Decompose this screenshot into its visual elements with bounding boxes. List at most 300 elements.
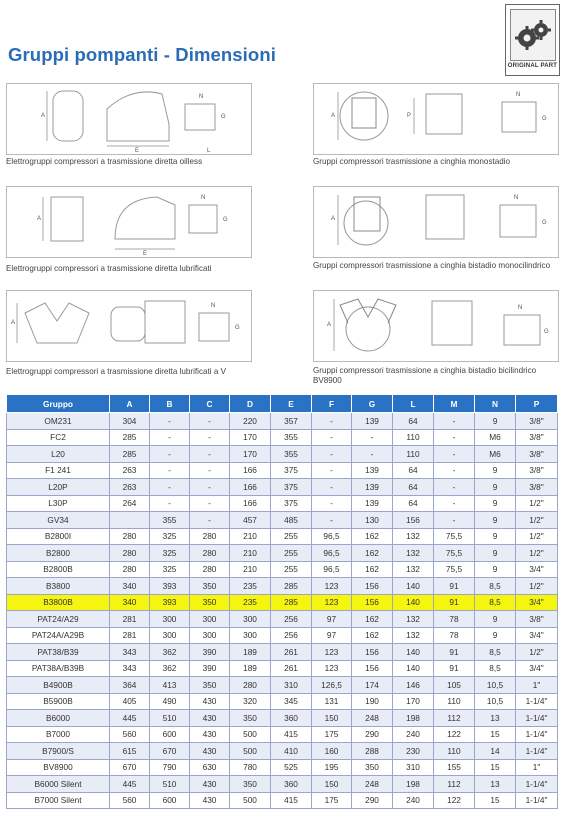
svg-text:G: G <box>544 329 549 335</box>
table-cell: - <box>190 413 230 430</box>
figure-caption: Elettrogruppi compressori a trasmissione diretta lubrificati <box>6 264 212 273</box>
table-cell: 285 <box>110 446 150 463</box>
table-cell: 162 <box>352 528 393 545</box>
table-cell-gruppo: L20 <box>7 446 110 463</box>
table-cell: 131 <box>312 693 352 710</box>
table-cell: 170 <box>230 429 271 446</box>
table-row <box>7 512 558 529</box>
table-cell: 510 <box>150 710 190 727</box>
table-cell: 281 <box>110 627 150 644</box>
table-cell: 600 <box>150 726 190 743</box>
table-cell: - <box>312 512 352 529</box>
figure-caption: Elettrogruppi compressori a trasmissione diretta oilless <box>6 157 203 166</box>
table-cell: 300 <box>150 627 190 644</box>
table-cell: 430 <box>190 710 230 727</box>
table-row <box>7 710 558 727</box>
table-cell: 780 <box>230 759 271 776</box>
svg-text:N: N <box>211 303 216 309</box>
table-row <box>7 446 558 463</box>
svg-text:G: G <box>542 220 547 226</box>
table-cell: - <box>150 446 190 463</box>
table-row <box>7 545 558 562</box>
figure-caption: Gruppi compressori trasmissione a cinghia bistadio monocilindrico <box>313 261 551 270</box>
table-cell: 175 <box>312 726 352 743</box>
table-cell: 1-1/4" <box>516 776 558 793</box>
table-cell: 355 <box>150 512 190 529</box>
table-cell: 490 <box>150 693 190 710</box>
table-cell: - <box>434 512 475 529</box>
table-cell: 310 <box>393 759 434 776</box>
table-cell: 230 <box>393 743 434 760</box>
table-cell: 248 <box>352 710 393 727</box>
table-cell: - <box>434 462 475 479</box>
svg-text:E: E <box>143 251 148 257</box>
table-cell: 8,5 <box>475 644 516 661</box>
table-cell: 75,5 <box>434 528 475 545</box>
table-cell: 343 <box>110 660 150 677</box>
table-cell: 285 <box>271 594 312 611</box>
table-cell: 310 <box>271 677 312 694</box>
table-cell: 393 <box>150 594 190 611</box>
table-cell: 132 <box>393 611 434 628</box>
badge-label: ORIGINAL PART <box>507 63 558 69</box>
table-cell: 15 <box>475 792 516 809</box>
table-cell: 170 <box>230 446 271 463</box>
table-cell: 281 <box>110 611 150 628</box>
table-cell: 357 <box>271 413 312 430</box>
table-cell: 430 <box>190 726 230 743</box>
table-cell: 150 <box>312 710 352 727</box>
table-cell: 415 <box>271 726 312 743</box>
table-cell: 126,5 <box>312 677 352 694</box>
table-cell: 600 <box>150 792 190 809</box>
table-cell: 430 <box>190 693 230 710</box>
table-cell: 362 <box>150 644 190 661</box>
table-cell: 340 <box>110 594 150 611</box>
table-cell: 146 <box>393 677 434 694</box>
table-cell-gruppo: B7000 Silent <box>7 792 110 809</box>
table-cell: 140 <box>393 660 434 677</box>
table-cell: - <box>352 446 393 463</box>
table-cell: 500 <box>230 743 271 760</box>
table-cell: 122 <box>434 726 475 743</box>
table-cell: 160 <box>312 743 352 760</box>
table-cell: - <box>312 495 352 512</box>
table-cell: - <box>434 495 475 512</box>
svg-text:A: A <box>37 216 42 222</box>
table-row <box>7 528 558 545</box>
table-cell: 300 <box>190 627 230 644</box>
table-cell: 300 <box>230 611 271 628</box>
table-cell: 132 <box>393 561 434 578</box>
table-cell: 304 <box>110 413 150 430</box>
table-cell: 390 <box>190 660 230 677</box>
table-cell: 9 <box>475 413 516 430</box>
table-cell: 140 <box>393 594 434 611</box>
table-cell: 3/8" <box>516 462 558 479</box>
table-cell: 9 <box>475 479 516 496</box>
table-cell: 156 <box>352 660 393 677</box>
table-cell-gruppo: B7900/S <box>7 743 110 760</box>
table-cell: 14 <box>475 743 516 760</box>
table-cell: 240 <box>393 726 434 743</box>
table-cell: 360 <box>271 710 312 727</box>
table-cell: 256 <box>271 611 312 628</box>
table-cell: 280 <box>110 545 150 562</box>
table-cell: - <box>312 429 352 446</box>
table-cell: 3/8" <box>516 413 558 430</box>
svg-text:N: N <box>514 195 519 201</box>
table-cell: 132 <box>393 545 434 562</box>
column-header: B <box>150 395 190 413</box>
table-cell: 261 <box>271 660 312 677</box>
table-cell: 375 <box>271 479 312 496</box>
table-cell: 195 <box>312 759 352 776</box>
table-row <box>7 627 558 644</box>
table-cell: 130 <box>352 512 393 529</box>
table-cell: 615 <box>110 743 150 760</box>
table-cell: 280 <box>230 677 271 694</box>
column-header: M <box>434 395 475 413</box>
table-row <box>7 677 558 694</box>
table-cell: 300 <box>190 611 230 628</box>
table-cell: 150 <box>312 776 352 793</box>
table-row <box>7 578 558 595</box>
table-cell: 285 <box>110 429 150 446</box>
svg-text:A: A <box>331 216 336 222</box>
table-row <box>7 776 558 793</box>
table-cell: 64 <box>393 462 434 479</box>
table-cell: 8,5 <box>475 578 516 595</box>
table-cell: 140 <box>393 578 434 595</box>
table-cell: 78 <box>434 611 475 628</box>
figure-panel-belt-single-stage <box>313 83 559 155</box>
table-cell: 91 <box>434 660 475 677</box>
table-cell: 110 <box>393 446 434 463</box>
table-cell: 445 <box>110 776 150 793</box>
table-cell: 9 <box>475 528 516 545</box>
table-cell: 500 <box>230 726 271 743</box>
table-row <box>7 644 558 661</box>
table-cell: 285 <box>271 578 312 595</box>
table-cell: 156 <box>352 644 393 661</box>
table-cell: 670 <box>110 759 150 776</box>
table-cell: 9 <box>475 512 516 529</box>
table-cell: - <box>190 512 230 529</box>
table-cell: 78 <box>434 627 475 644</box>
table-row <box>7 693 558 710</box>
original-part-badge <box>505 4 560 76</box>
table-cell: 15 <box>475 759 516 776</box>
table-cell: 1/2" <box>516 512 558 529</box>
table-row <box>7 462 558 479</box>
table-cell: 350 <box>230 776 271 793</box>
table-cell: 485 <box>271 512 312 529</box>
table-cell: 9 <box>475 495 516 512</box>
table-row <box>7 479 558 496</box>
column-header: P <box>516 395 558 413</box>
column-header: C <box>190 395 230 413</box>
table-cell: 9 <box>475 561 516 578</box>
figure-caption: Elettrogruppi compressori a trasmissione diretta lubrificati a V <box>6 367 226 376</box>
table-cell: 123 <box>312 578 352 595</box>
table-cell: 670 <box>150 743 190 760</box>
table-cell <box>110 512 150 529</box>
table-cell: 280 <box>190 528 230 545</box>
svg-text:L: L <box>207 148 211 154</box>
svg-text:G: G <box>235 325 240 331</box>
table-cell: 415 <box>271 792 312 809</box>
table-cell: 105 <box>434 677 475 694</box>
figure-panel-direct-lubricated-v <box>6 290 252 362</box>
table-cell-gruppo: OM231 <box>7 413 110 430</box>
table-row <box>7 495 558 512</box>
column-header: L <box>393 395 434 413</box>
oilless-diagram <box>7 84 251 154</box>
table-cell-gruppo: PAT24A/A29B <box>7 627 110 644</box>
table-cell: 790 <box>150 759 190 776</box>
table-cell: 350 <box>190 578 230 595</box>
table-cell: 96,5 <box>312 528 352 545</box>
table-cell: 525 <box>271 759 312 776</box>
table-cell: 355 <box>271 429 312 446</box>
figure-panel-belt-two-stage-bicyl <box>313 290 559 362</box>
table-cell-gruppo: B2800 <box>7 545 110 562</box>
table-cell: 3/8" <box>516 429 558 446</box>
table-cell: 210 <box>230 545 271 562</box>
table-cell: 413 <box>150 677 190 694</box>
table-cell: - <box>312 446 352 463</box>
table-cell: 3/4" <box>516 561 558 578</box>
table-cell: 162 <box>352 545 393 562</box>
table-cell: 8,5 <box>475 660 516 677</box>
table-cell: 3/8" <box>516 479 558 496</box>
table-cell: - <box>190 495 230 512</box>
table-cell: 122 <box>434 792 475 809</box>
table-cell: 110 <box>434 743 475 760</box>
belt-single-stage-diagram <box>314 84 558 154</box>
table-cell: 156 <box>352 594 393 611</box>
table-row <box>7 743 558 760</box>
table-cell: 510 <box>150 776 190 793</box>
table-cell: 280 <box>190 545 230 562</box>
table-cell: 220 <box>230 413 271 430</box>
table-cell: 360 <box>271 776 312 793</box>
table-cell: 300 <box>230 627 271 644</box>
table-cell: - <box>352 429 393 446</box>
table-cell: 166 <box>230 462 271 479</box>
table-cell: 162 <box>352 561 393 578</box>
table-cell: 97 <box>312 627 352 644</box>
table-cell: 175 <box>312 792 352 809</box>
figure-panel-oilless <box>6 83 252 155</box>
table-cell: 75,5 <box>434 561 475 578</box>
table-cell: 1/2" <box>516 578 558 595</box>
table-cell-gruppo: B3800B <box>7 594 110 611</box>
table-cell: - <box>190 479 230 496</box>
table-cell: 91 <box>434 644 475 661</box>
table-cell: 91 <box>434 594 475 611</box>
table-cell: 140 <box>393 644 434 661</box>
table-cell: - <box>434 413 475 430</box>
table-cell: M6 <box>475 429 516 446</box>
table-cell: 1/2" <box>516 545 558 562</box>
table-cell: 132 <box>393 528 434 545</box>
table-cell: 156 <box>352 578 393 595</box>
table-cell-gruppo: BV8900 <box>7 759 110 776</box>
table-cell: 256 <box>271 627 312 644</box>
column-header: A <box>110 395 150 413</box>
table-cell: 3/8" <box>516 611 558 628</box>
table-cell: 162 <box>352 611 393 628</box>
table-cell: - <box>312 462 352 479</box>
table-cell: 3/4" <box>516 627 558 644</box>
figure-caption: Gruppi compressori trasmissione a cinghia bistadio bicilindrico BV8900 <box>313 366 537 385</box>
table-cell: 210 <box>230 561 271 578</box>
table-cell: 64 <box>393 413 434 430</box>
svg-text:N: N <box>199 94 204 100</box>
table-cell: 139 <box>352 495 393 512</box>
table-cell: 9 <box>475 611 516 628</box>
table-cell: - <box>150 413 190 430</box>
belt-two-stage-mono-diagram <box>314 187 558 257</box>
table-cell: 112 <box>434 776 475 793</box>
table-cell: 345 <box>271 693 312 710</box>
table-cell: 1-1/4" <box>516 726 558 743</box>
table-row <box>7 792 558 809</box>
svg-text:N: N <box>518 305 523 311</box>
table-cell: 261 <box>271 644 312 661</box>
table-cell: 457 <box>230 512 271 529</box>
table-cell: 112 <box>434 710 475 727</box>
table-cell: - <box>312 413 352 430</box>
belt-two-stage-bicyl-diagram <box>314 291 558 361</box>
table-cell: 393 <box>150 578 190 595</box>
table-cell: 64 <box>393 495 434 512</box>
table-cell-gruppo: L20P <box>7 479 110 496</box>
table-cell: - <box>312 479 352 496</box>
table-cell: 255 <box>271 545 312 562</box>
table-row <box>7 660 558 677</box>
table-cell: 198 <box>393 710 434 727</box>
table-cell: 13 <box>475 776 516 793</box>
table-cell: 1-1/4" <box>516 743 558 760</box>
table-cell: 139 <box>352 479 393 496</box>
table-cell-gruppo: B4900B <box>7 677 110 694</box>
table-cell-gruppo: B2800B <box>7 561 110 578</box>
table-cell: 280 <box>190 561 230 578</box>
table-cell: 139 <box>352 462 393 479</box>
table-cell: 9 <box>475 462 516 479</box>
table-cell-gruppo: PAT24/A29 <box>7 611 110 628</box>
table-cell: - <box>190 429 230 446</box>
table-cell: 96,5 <box>312 545 352 562</box>
table-cell: 210 <box>230 528 271 545</box>
table-cell: 189 <box>230 660 271 677</box>
svg-text:E: E <box>135 148 140 154</box>
table-cell: 190 <box>352 693 393 710</box>
table-cell: 75,5 <box>434 545 475 562</box>
table-cell: 10,5 <box>475 693 516 710</box>
table-cell: 1/2" <box>516 644 558 661</box>
table-cell: 3/4" <box>516 660 558 677</box>
table-cell: 3/8" <box>516 446 558 463</box>
table-cell: 235 <box>230 594 271 611</box>
table-cell: 166 <box>230 495 271 512</box>
table-cell: 1-1/4" <box>516 710 558 727</box>
table-cell: - <box>434 479 475 496</box>
table-cell: 405 <box>110 693 150 710</box>
table-cell: 110 <box>393 429 434 446</box>
table-cell: 97 <box>312 611 352 628</box>
column-header: Gruppo <box>7 395 110 413</box>
table-cell: 350 <box>230 710 271 727</box>
table-cell-gruppo: F1 241 <box>7 462 110 479</box>
table-cell: 1" <box>516 677 558 694</box>
table-cell: 280 <box>110 561 150 578</box>
svg-text:P: P <box>407 113 412 119</box>
svg-text:N: N <box>516 92 521 98</box>
table-cell: 1-1/4" <box>516 693 558 710</box>
table-cell: 350 <box>190 677 230 694</box>
table-cell: 343 <box>110 644 150 661</box>
table-cell: 123 <box>312 644 352 661</box>
table-cell: 3/4" <box>516 594 558 611</box>
table-cell: 430 <box>190 792 230 809</box>
table-cell-gruppo: PAT38/B39 <box>7 644 110 661</box>
table-row <box>7 594 558 611</box>
table-cell: 500 <box>230 792 271 809</box>
table-cell-gruppo: L30P <box>7 495 110 512</box>
table-cell: 375 <box>271 495 312 512</box>
svg-text:A: A <box>11 320 16 326</box>
table-cell: 1/2" <box>516 528 558 545</box>
direct-lubricated-v-diagram <box>7 291 251 361</box>
table-row <box>7 413 558 430</box>
table-cell: 325 <box>150 528 190 545</box>
table-cell: M6 <box>475 446 516 463</box>
table-cell: - <box>190 446 230 463</box>
column-header: G <box>352 395 393 413</box>
column-header: F <box>312 395 352 413</box>
table-cell: 364 <box>110 677 150 694</box>
table-cell: 390 <box>190 644 230 661</box>
table-cell: 123 <box>312 660 352 677</box>
gears-icon <box>510 9 556 61</box>
table-cell-gruppo: B6000 <box>7 710 110 727</box>
table-row <box>7 429 558 446</box>
figure-panel-direct-lubricated <box>6 186 252 258</box>
table-cell-gruppo: FC2 <box>7 429 110 446</box>
table-cell: 10,5 <box>475 677 516 694</box>
table-cell: 350 <box>190 594 230 611</box>
table-cell: 123 <box>312 594 352 611</box>
table-cell: 264 <box>110 495 150 512</box>
table-cell: 64 <box>393 479 434 496</box>
table-row <box>7 611 558 628</box>
table-cell-gruppo: B5900B <box>7 693 110 710</box>
table-cell: 362 <box>150 660 190 677</box>
table-cell: 8,5 <box>475 594 516 611</box>
table-cell: 280 <box>110 528 150 545</box>
table-cell: 410 <box>271 743 312 760</box>
table-cell: 300 <box>150 611 190 628</box>
table-cell: 110 <box>434 693 475 710</box>
table-cell: 1/2" <box>516 495 558 512</box>
table-cell: 166 <box>230 479 271 496</box>
table-cell: 430 <box>190 776 230 793</box>
table-cell: 320 <box>230 693 271 710</box>
